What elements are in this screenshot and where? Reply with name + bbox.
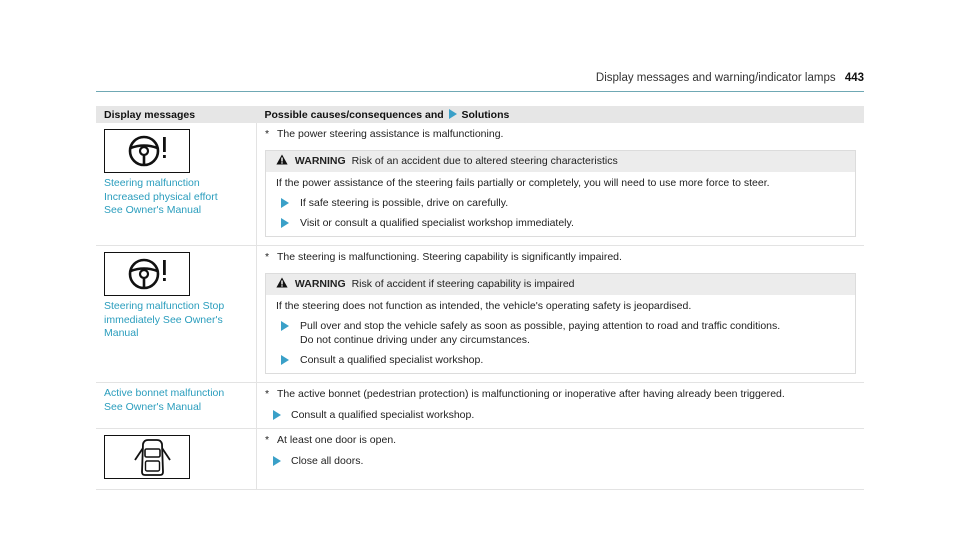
cause-cell [257,123,865,246]
action-text: If safe steering is possible, drive on carefully. [300,197,509,209]
cause-sentence: The power steering assistance is malfunctioning. [277,128,504,140]
action-text: Close all doors. [291,455,364,467]
cause-text [265,387,856,402]
action-text: Visit or consult a qualified specialist workshop immediately. [300,217,574,229]
warning-triangle-icon [276,277,288,292]
action-text: Consult a qualified specialist workshop. [300,354,484,366]
warning-header [266,151,855,172]
warning-triangle-icon [276,154,288,169]
table-row [96,383,864,429]
play-arrow-icon [449,109,457,119]
action-text: Consult a qualified specialist workshop. [291,409,475,421]
message-line: immediately See Owner's [104,313,223,326]
display-message-text [104,387,248,414]
display-message-text [104,300,248,341]
message-line: Active bonnet malfunction [104,387,225,399]
display-messages-table [96,106,864,490]
action-item [276,353,845,367]
warning-body [266,295,855,373]
action-item [276,196,845,210]
cause-text [265,127,856,142]
cause-text [265,433,856,448]
cause-sentence: At least one door is open. [277,434,397,446]
play-arrow-icon [281,198,289,208]
warning-title: Risk of accident if steering capability is impaired [351,278,575,290]
col-header-causes [257,106,865,123]
message-cell [96,246,257,383]
table-row [96,246,864,383]
play-arrow-icon [281,321,289,331]
action-item [276,216,845,230]
action-text: Pull over and stop the vehicle safely as soon as possible, paying attention to road and traffic conditions. [300,320,781,332]
warning-body [266,172,855,236]
play-arrow-icon [273,456,281,466]
play-arrow-icon [281,218,289,228]
col-header-display-messages: Display messages [96,106,257,123]
cause-sentence: The steering is malfunctioning. Steering capability is significantly impaired. [277,251,622,263]
message-line: Manual [104,327,139,339]
warning-text: If the power assistance of the steering fails partially or completely, you will need to use more force to steer. [276,177,770,189]
message-line: See Owner's Manual [104,204,202,216]
page-number: 443 [844,72,864,84]
cause-marker: * [265,128,270,140]
cause-cell [257,383,865,429]
door-open-icon [104,435,190,479]
cause-text [265,250,856,265]
play-arrow-icon [281,355,289,365]
message-cell [96,383,257,429]
warning-box [265,273,856,374]
play-arrow-icon [273,410,281,420]
table-header-row [96,106,864,123]
message-line: Steering malfunction Stop [104,300,225,312]
cause-sentence: The active bonnet (pedestrian protection) is malfunctioning or inoperative after having already been triggered. [277,388,785,400]
header-rule [96,91,864,92]
col-header-solutions-text: Solutions [461,109,510,121]
action-text: Do not continue driving under any circumstances. [300,334,530,346]
warning-label: WARNING [294,278,346,290]
action-item [265,408,856,422]
message-cell [96,429,257,490]
message-cell [96,123,257,246]
warning-title: Risk of an accident due to altered steering characteristics [351,155,618,167]
action-item [265,454,856,468]
running-head [596,72,864,84]
message-line: Steering malfunction [104,177,200,189]
action-item [276,319,845,347]
table-row [96,123,864,246]
steering-warning-icon [104,252,190,296]
warning-header [266,274,855,295]
running-head-title: Display messages and warning/indicator lamps [595,72,836,84]
message-line: Increased physical effort [104,190,218,203]
warning-box [265,150,856,237]
cause-cell [257,429,865,490]
cause-marker: * [265,434,270,446]
col-header-causes-text: Possible causes/consequences and [264,109,444,121]
cause-cell [257,246,865,383]
message-line: See Owner's Manual [104,400,202,413]
display-message-text [104,177,248,218]
cause-marker: * [265,388,270,400]
cause-marker: * [265,251,270,263]
warning-text: If the steering does not function as intended, the vehicle's operating safety is jeopardised. [276,300,692,312]
steering-warning-icon [104,129,190,173]
warning-label: WARNING [294,155,346,167]
table-row [96,429,864,490]
